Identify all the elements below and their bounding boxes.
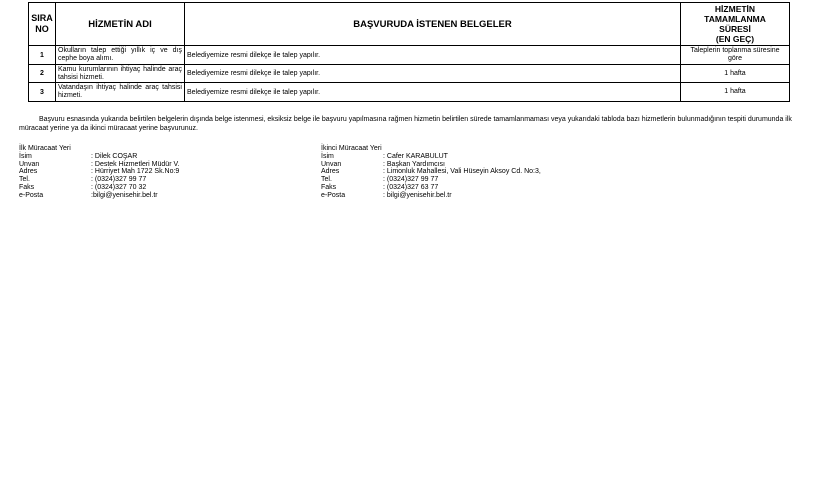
required-documents: Belediyemize resmi dilekçe ile talep yapılır. [185,83,681,102]
table-row [29,46,790,65]
contact-line-address: Adres : Limonluk Mahallesi, Vali Hüseyin Aksoy Cd. No:3, [321,168,541,176]
required-documents: Belediyemize resmi dilekçe ile talep yapılır. [185,65,681,83]
completion-time: 1 hafta [681,83,790,102]
application-note: Başvuru esnasında yukarıda belirtilen belgelerin dışında belge istenmesi, eksiksiz belge ile başvuru yapılmasına rağmen hizmetin belirtilen sürede tamamlanmaması veya yukarıdaki tabloda bazı hizmetlerin bulunmadığının tespiti durumunda ilk müracaat yerine ya da ikinci müracaat yerine başvurunuz. [19,116,792,132]
contact-line-address: Adres : Hürriyet Mah 1722 Sk.No:9 [19,168,180,176]
required-documents: Belediyemize resmi dilekçe ile talep yapılır. [185,46,681,65]
service-name: Okulların talep ettiği yıllık iç ve dış cephe boya alımı. [56,46,185,65]
contact-title: İlk Müracaat Yeri [19,145,71,152]
completion-time: 1 hafta [681,65,790,83]
contact-line-fax: Faks : (0324)327 63 77 [321,183,439,191]
contact-line-name: İsim : Dilek COŞAR [19,152,138,160]
table-header-row [29,3,790,46]
contact-line-title: Unvan : Destek Hizmetleri Müdür V. [19,160,180,168]
contact-line-email: e-Posta :bilgi@yenisehir.bel.tr [19,191,158,199]
header-tamamlanma-suresi: HİZMETİN TAMAMLANMA SÜRESİ (EN GEÇ) [681,3,790,46]
row-number: 1 [29,46,56,65]
completion-time: Taleplerin toplanma süresine göre [681,46,790,65]
services-table [28,2,790,102]
header-sira-no: SIRA NO [29,3,56,46]
service-name: Vatandaşın ihtiyaç halinde araç tahsisi hizmeti. [56,83,185,102]
table-row [29,65,790,83]
first-application-contact [19,145,179,200]
table-row [29,83,790,102]
second-application-contact [321,145,541,200]
row-number: 3 [29,83,56,102]
contact-title: İkinci Müracaat Yeri [321,145,382,152]
row-number: 2 [29,65,56,83]
contact-line-email: e-Posta : bilgi@yenisehir.bel.tr [321,191,452,199]
contact-line-phone: Tel. : (0324)327 99 77 [321,176,439,184]
header-hizmet-adi: HİZMETİN ADI [56,3,185,46]
contact-line-phone: Tel. : (0324)327 99 77 [19,176,147,184]
contact-line-fax: Faks : (0324)327 70 32 [19,183,147,191]
contact-line-title: Unvan : Başkan Yardımcısı [321,160,445,168]
contact-line-name: İsim : Cafer KARABULUT [321,152,448,160]
service-name: Kamu kurumlarının ihtiyaç halinde araç tahsisi hizmeti. [56,65,185,83]
header-belgeler: BAŞVURUDA İSTENEN BELGELER [185,3,681,46]
